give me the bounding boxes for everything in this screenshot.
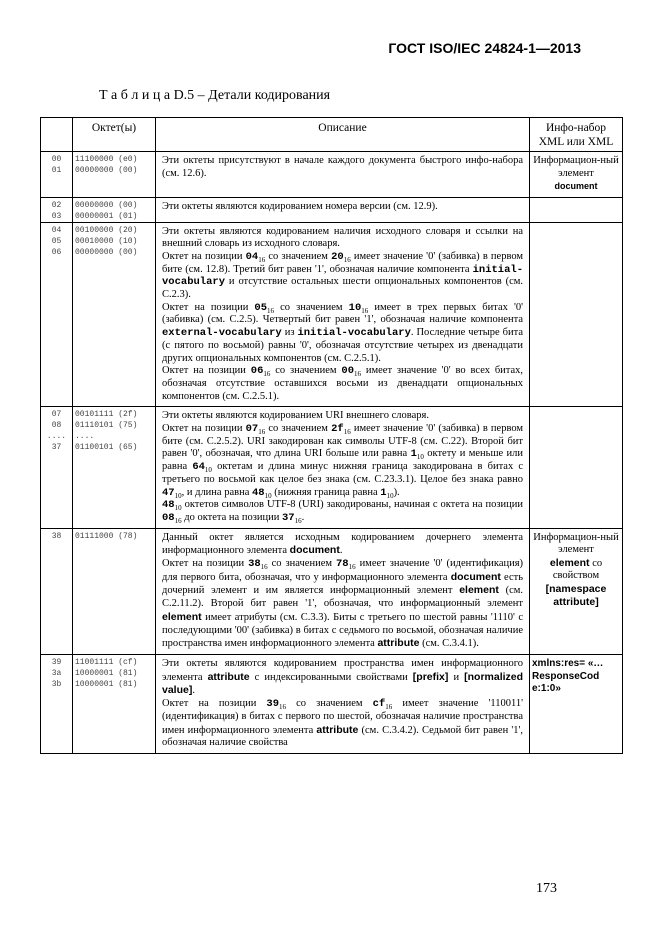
octet-cell: 00101111 (2f) 01110101 (75) .... 01100101 (65) [73, 407, 156, 528]
header-empty [41, 118, 73, 152]
document-header: ГОСТ ISO/IEC 24824-1—2013 [388, 40, 581, 56]
infoset-cell [530, 197, 623, 222]
header-description: Описание [156, 118, 530, 152]
description-cell: Эти октеты являются кодированием пространства имен информационного элемента attribute с индексированными свойствами [prefix] и [normalized value]. Октет на позиции $39_{16}$ со значением $cf_{16}$ имеет значение '110011' (идентификация) в битах с первого по шестой, обозначая наличие пространства имен информационного элемента attribute (см. С.3.4.2). Седьмой бит равен '1', обозначая наличие свойства [156, 655, 530, 754]
position-cell: 38 [41, 528, 73, 654]
header-infoset: Инфо-набор XML или XML [530, 118, 623, 152]
octet-cell: 00000000 (00) 00000001 (01) [73, 197, 156, 222]
infoset-cell: Информацион-ный элемент document [530, 152, 623, 198]
position-cell: 02 03 [41, 197, 73, 222]
description-cell: Эти октеты являются кодированием номера версии (см. 12.9). [156, 197, 530, 222]
description-cell: Эти октеты являются кодированием наличия исходного словаря и ссылки на внешний словарь из исходного словаря. Октет на позиции $04_{16}$ со значением $20_{16}$ имеет значение '0' (забивка) в первом бите (см. 12.8). Третий бит равен '1', обозначая наличие компонента initial-vocabulary и отсутствие остальных шести опциональных компонентов (см. С.2.3). Октет на позиции $05_{16}$ со значением $10_{16}$ имеет в трех первых битах '0' (забивка) (см. С.2.5). Четвертый бит равен '1', обозначая наличие компонента external-vocabulary из initial-vocabulary. Последние четыре бита (с пятого по восьмой) равны '0', обозначая отсутствие четырех из двенадцати других опциональных компонентов (см. С.2.5.1). Октет на позиции $06_{16}$ со значением $00_{16}$ имеет значение '0' во всех битах, обозначая отсутствие оставшихся восьми из двенадцати опциональных компонентов (см. С.2.5.1). [156, 222, 530, 407]
octet-cell: 01111000 (78) [73, 528, 156, 654]
table-row [41, 222, 623, 407]
description-cell: Данный октет является исходным кодированием дочернего элемента информационного элемента document. Октет на позиции $38_{16}$ со значением $78_{16}$ имеет значение '0' (идентификация) для первого бита, обозначая, что у информационного элемента document есть дочерний элемент и им является информационный элемент element (см. С.2.11.2). Второй бит равен '1', обозначая, что информационный элемент element имеет атрибуты (см. С.3.3). Биты с третьего по шестой равны '1110' с последующими '00' (забивка) в битах с седьмого по восьмой, обозначая наличие пространства имен информационного элемента attribute (см. С.3.4.1). [156, 528, 530, 654]
infoset-cell [530, 222, 623, 407]
position-cell: 00 01 [41, 152, 73, 198]
infoset-cell [530, 407, 623, 528]
encoding-table [40, 117, 623, 754]
position-cell: 07 08 .... 37 [41, 407, 73, 528]
table-row [41, 197, 623, 222]
table-caption: Т а б л и ц а D.5 – Детали кодирования [99, 88, 331, 103]
table-row [41, 655, 623, 754]
header-octets: Октет(ы) [73, 118, 156, 152]
table-row [41, 152, 623, 198]
table-row [41, 407, 623, 528]
octet-cell: 11001111 (cf) 10000001 (81) 10000001 (81) [73, 655, 156, 754]
description-cell: Эти октеты являются кодированием URI внешнего словаря. Октет на позиции $07_{16}$ со значением $2f_{16}$ имеет значение '0' (забивка) в первом бите (см. С.2.5.2). URI закодирован как символы UTF-8 (см. С.22). Второй бит равен '0', обозначая, что длина URI больше или равна $1_{10}$ октету и меньше или равна $64_{10}$ октетам и длина минус нижняя граница закодирована в битах с третьего по восьмой как целое без знака (см. С.23.3.1). Целое без знака равно $47_{10}$, и длина равна $48_{10}$ (нижняя граница равна $1_{10}$). $48_{10}$ октетов символов UTF-8 (URI) закодированы, начиная с октета на позиции $08_{16}$ до октета на позиции $37_{16}$. [156, 407, 530, 528]
octet-cell: 11100000 (e0) 00000000 (00) [73, 152, 156, 198]
infoset-cell: xmlns:res= «…ResponseCod e:1:0» [530, 655, 623, 754]
table-header-row [41, 118, 623, 152]
position-cell: 04 05 06 [41, 222, 73, 407]
table-row [41, 528, 623, 654]
octet-cell: 00100000 (20) 00010000 (10) 00000000 (00) [73, 222, 156, 407]
description-cell: Эти октеты присутствуют в начале каждого документа быстрого инфо-набора (см. 12.6). [156, 152, 530, 198]
page-number: 173 [536, 881, 557, 896]
position-cell: 39 3a 3b [41, 655, 73, 754]
infoset-cell: Информацион-ный элемент element со свойством [namespace attribute] [530, 528, 623, 654]
